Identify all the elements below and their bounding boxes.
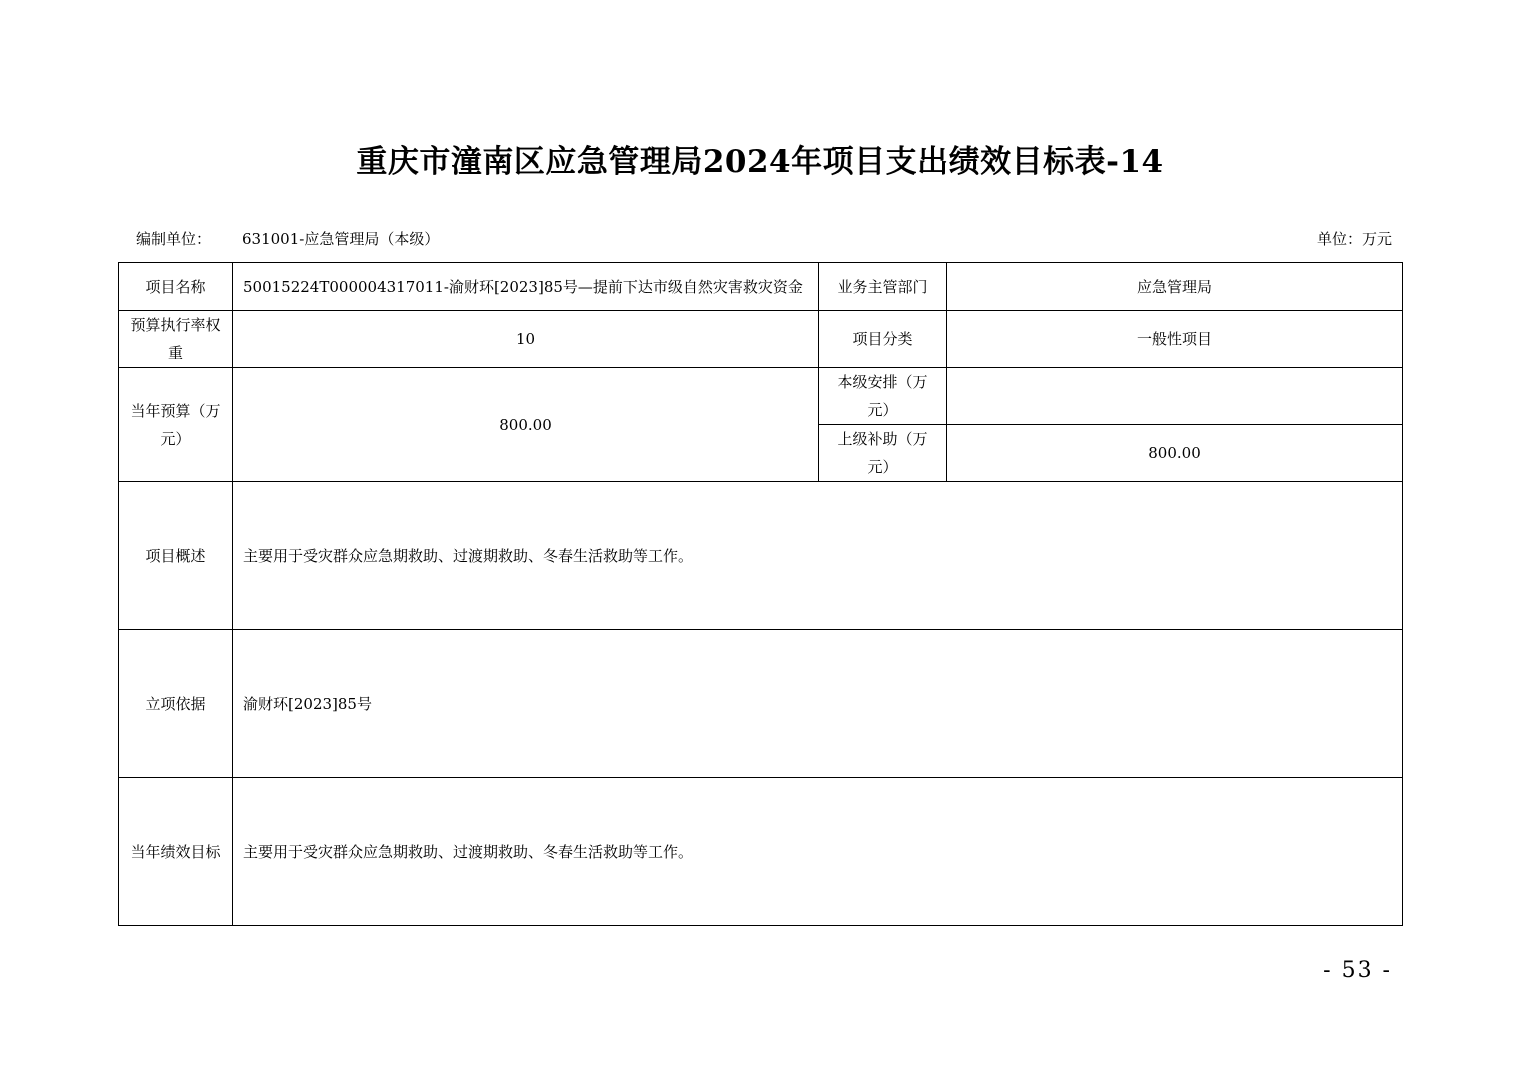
page-title: 重庆市潼南区应急管理局2024年项目支出绩效目标表-14 [356,144,1164,180]
table-row [119,263,1403,311]
table-row [119,368,1403,425]
project-category-label: 项目分类 [819,311,947,368]
compiling-unit-value: 631001-应急管理局（本级） [242,230,440,248]
performance-goal-value: 主要用于受灾群众应急期救助、过渡期救助、冬春生活救助等工作。 [233,778,1403,926]
project-name-label: 项目名称 [119,263,233,311]
annual-budget-label: 当年预算（万元） [119,368,233,482]
superior-subsidy-value: 800.00 [947,425,1403,482]
local-allocation-label: 本级安排（万元） [819,368,947,425]
local-allocation-value [947,368,1403,425]
performance-target-table [118,262,1403,926]
table-row [119,630,1403,778]
project-basis-label: 立项依据 [119,630,233,778]
table-row [119,482,1403,630]
page-number: - 53 - [1323,958,1392,983]
performance-goal-label: 当年绩效目标 [119,778,233,926]
currency-unit-note: 单位：万元 [1316,230,1392,248]
execution-rate-weight-value: 10 [233,311,819,368]
table-row [119,778,1403,926]
project-overview-label: 项目概述 [119,482,233,630]
department-label: 业务主管部门 [819,263,947,311]
project-category-value: 一般性项目 [947,311,1403,368]
project-basis-value: 渝财环[2023]85号 [233,630,1403,778]
superior-subsidy-label: 上级补助（万元） [819,425,947,482]
table-row [119,311,1403,368]
compiling-unit-label: 编制单位： [136,230,212,248]
project-name-value: 50015224T000004317011-渝财环[2023]85号—提前下达市级自然灾害救灾资金 [233,263,819,311]
execution-rate-weight-label: 预算执行率权重 [119,311,233,368]
annual-budget-value: 800.00 [233,368,819,482]
department-value: 应急管理局 [947,263,1403,311]
project-overview-value: 主要用于受灾群众应急期救助、过渡期救助、冬春生活救助等工作。 [233,482,1403,630]
